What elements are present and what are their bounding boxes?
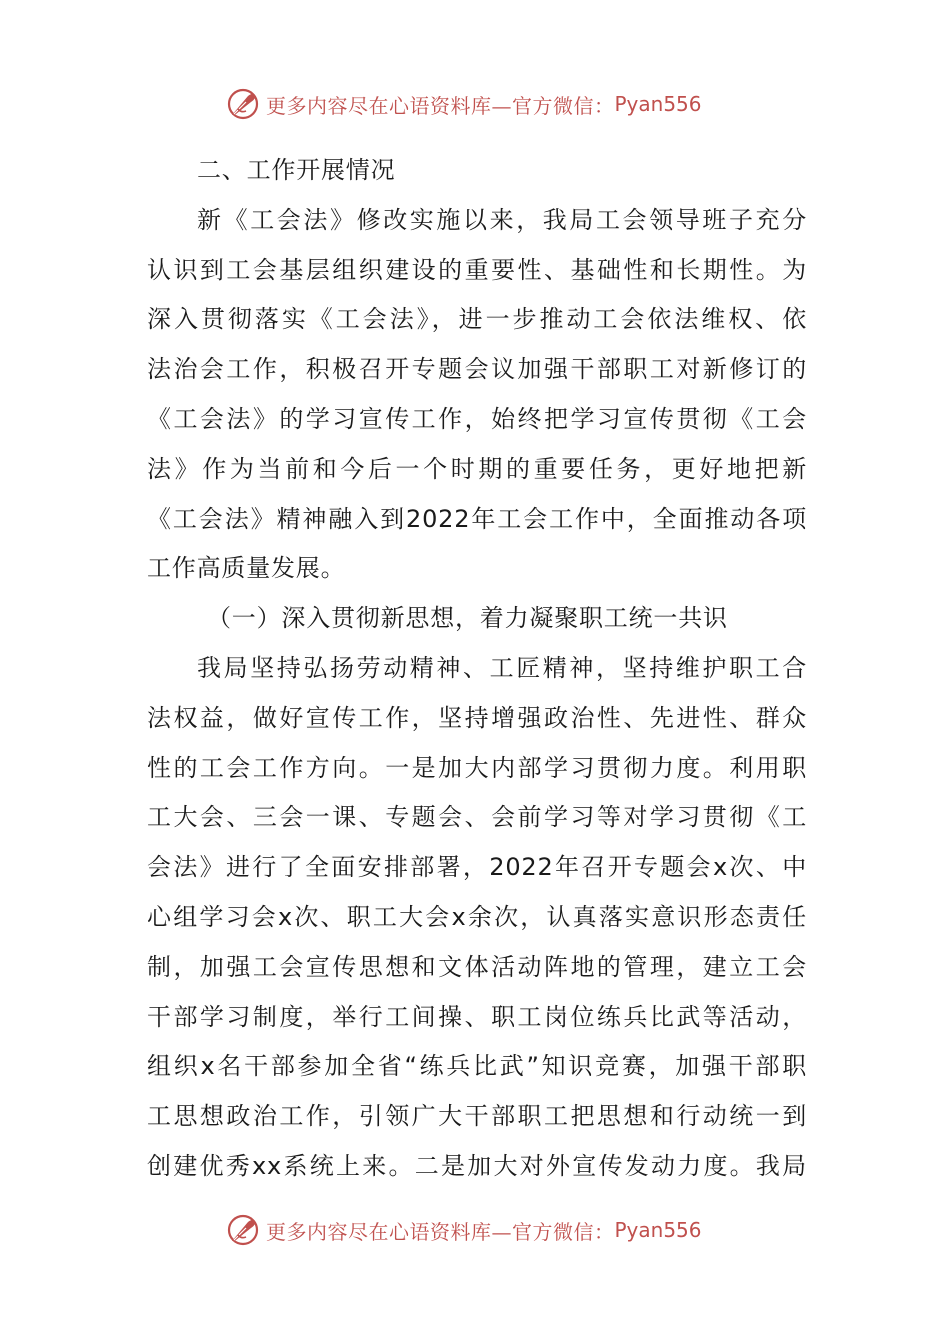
paragraph-line: 《工会法》精神融入到2022年工会工作中，全面推动各项 [147, 504, 807, 533]
paragraph-line: 《工会法》的学习宣传工作，始终把学习宣传贯彻《工会 [147, 404, 807, 433]
paragraph-line: 法》作为当前和今后一个时期的重要任务，更好地把新 [147, 454, 807, 483]
quill-pen-logo-icon [226, 1213, 260, 1247]
watermark-text: 更多内容尽在心语资料库—官方微信： [266, 1219, 615, 1244]
document-body [147, 146, 807, 1192]
watermark-handle: Pyan556 [614, 1218, 702, 1242]
paragraph-line: 新《工会法》修改实施以来，我局工会领导班子充分 [197, 205, 807, 234]
paragraph-line: 工思想政治工作，引领广大干部职工把思想和行动统一到 [147, 1102, 807, 1131]
paragraph-line: 深入贯彻落实《工会法》，进一步推动工会依法维权、依 [147, 305, 807, 334]
paragraph-line: 工大会、三会一课、专题会、会前学习等对学习贯彻《工 [147, 803, 807, 832]
watermark-header [226, 86, 702, 122]
paragraph-line: 制，加强工会宣传思想和文体活动阵地的管理，建立工会 [147, 952, 807, 981]
watermark-handle: Pyan556 [614, 92, 702, 116]
section-heading: 二、工作开展情况 [197, 156, 396, 184]
paragraph-line: 创建优秀xx系统上来。二是加大对外宣传发动力度。我局 [147, 1151, 807, 1180]
quill-pen-logo-icon [226, 87, 260, 121]
watermark-text: 更多内容尽在心语资料库—官方微信： [266, 93, 615, 118]
paragraph-line: 心组学习会x次、职工大会x余次，认真落实意识形态责任 [147, 902, 807, 931]
paragraph-line: 法权益，做好宣传工作，坚持增强政治性、先进性、群众 [147, 703, 807, 732]
paragraph-line: 会法》进行了全面安排部署，2022年召开专题会x次、中 [147, 853, 807, 882]
paragraph-line: 工作高质量发展。 [147, 554, 346, 583]
subsection-heading: （一）深入贯彻新思想，着力凝聚职工统一共识 [207, 604, 728, 633]
paragraph-line: 组织x名干部参加全省“练兵比武”知识竞赛，加强干部职 [147, 1052, 807, 1081]
paragraph-line: 我局坚持弘扬劳动精神、工匠精神，坚持维护职工合 [197, 653, 807, 682]
paragraph-line: 法治会工作，积极召开专题会议加强干部职工对新修订的 [147, 355, 807, 384]
paragraph-line: 认识到工会基层组织建设的重要性、基础性和长期性。为 [147, 255, 807, 284]
paragraph-line: 性的工会工作方向。一是加大内部学习贯彻力度。利用职 [147, 753, 807, 782]
watermark-footer [226, 1212, 702, 1248]
paragraph-line: 干部学习制度，举行工间操、职工岗位练兵比武等活动， [147, 1002, 807, 1031]
